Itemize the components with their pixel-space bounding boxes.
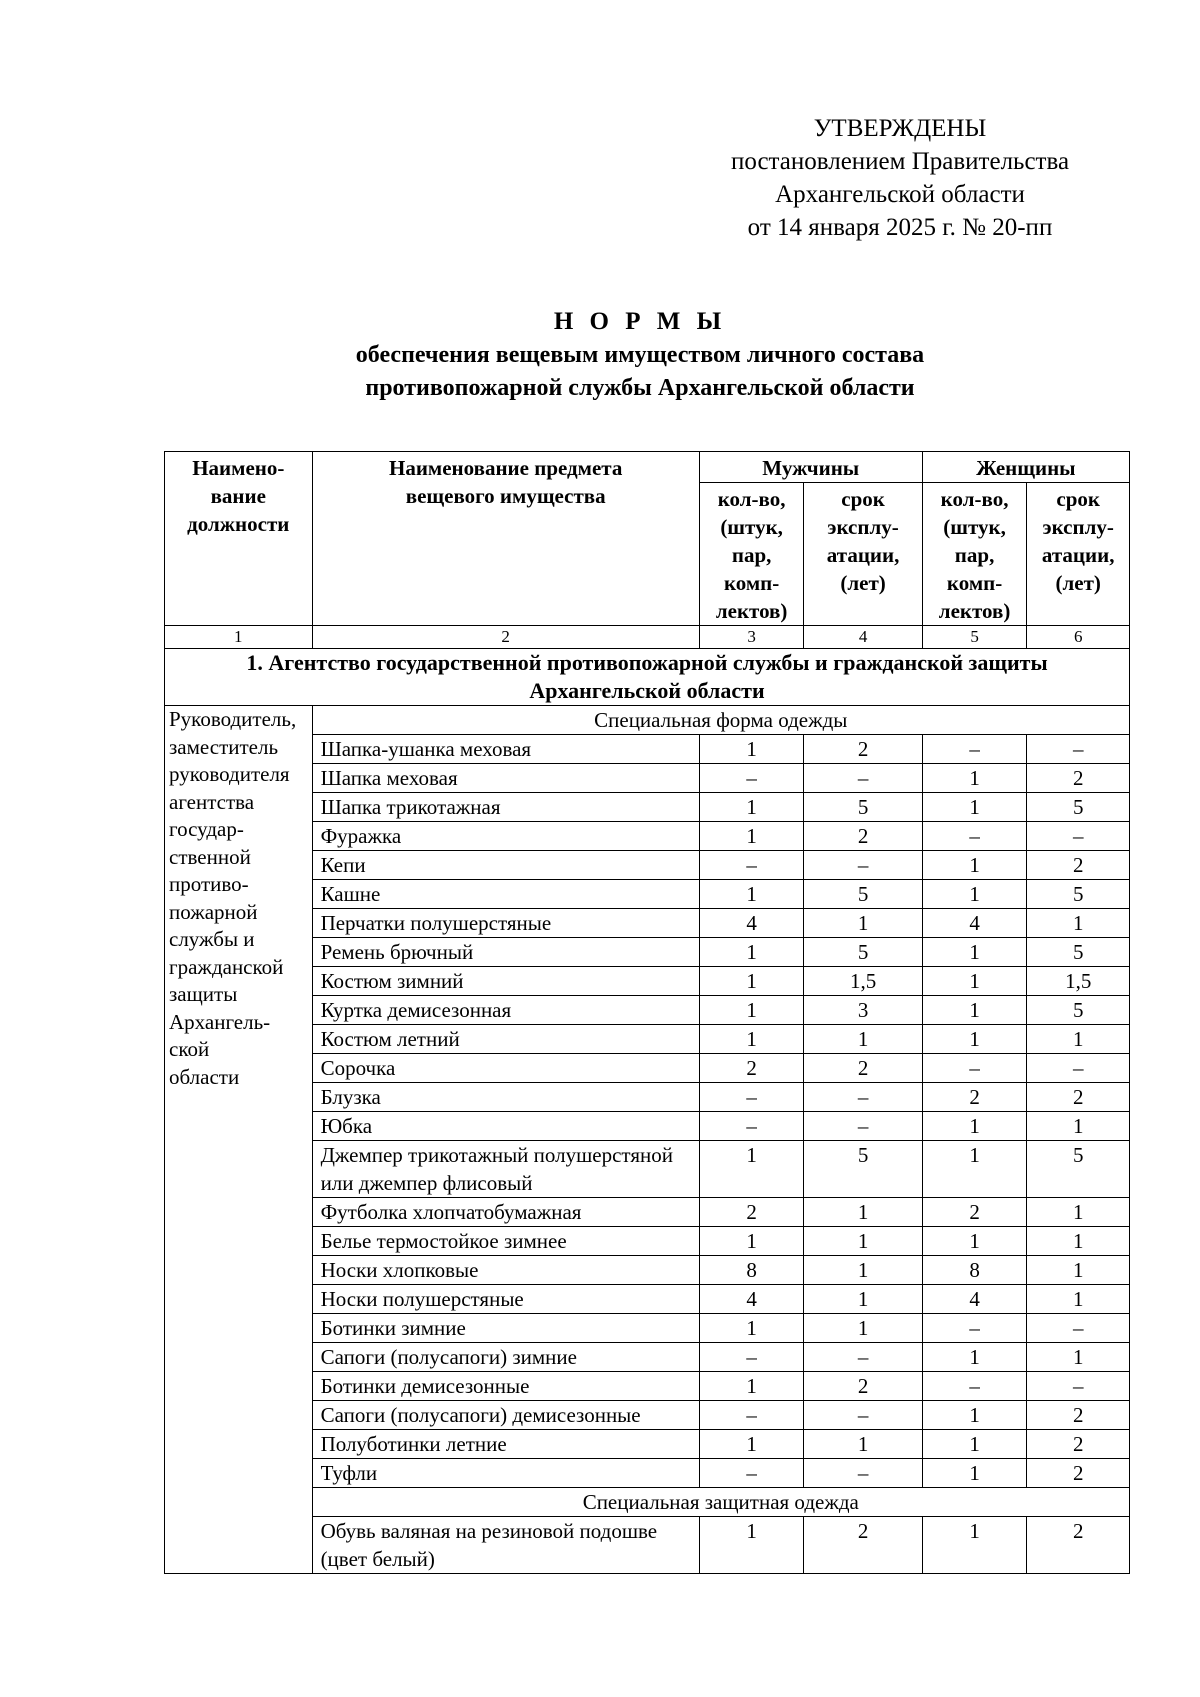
men-term: 5 <box>804 880 922 909</box>
title-main: Н О Р М Ы <box>553 308 727 335</box>
men-quantity: 1 <box>699 996 804 1025</box>
women-term: – <box>1027 1314 1130 1343</box>
men-term: 2 <box>804 735 922 764</box>
women-term: 5 <box>1027 880 1130 909</box>
col-number: 3 <box>699 626 804 649</box>
title-subtitle: обеспечения вещевым имуществом личного состава <box>355 342 925 368</box>
item-name: Футболка хлопчатобумажная <box>312 1198 699 1227</box>
women-term: 1 <box>1027 1025 1130 1054</box>
men-term: – <box>804 851 922 880</box>
women-term: 1 <box>1027 1285 1130 1314</box>
col-number: 2 <box>312 626 699 649</box>
women-quantity: – <box>922 822 1027 851</box>
men-term: 1 <box>804 1285 922 1314</box>
title-subtitle: противопожарной службы Архангельской области <box>365 375 915 401</box>
women-term: 2 <box>1027 764 1130 793</box>
approval-line: постановлением Правительства <box>730 148 1070 175</box>
col-number: 5 <box>922 626 1027 649</box>
item-name: Фуражка <box>312 822 699 851</box>
women-quantity: 1 <box>922 967 1027 996</box>
women-quantity: 4 <box>922 909 1027 938</box>
section-row <box>165 649 1130 706</box>
item-name: Полуботинки летние <box>312 1430 699 1459</box>
men-quantity: – <box>699 1112 804 1141</box>
header-men: Мужчины <box>699 452 922 483</box>
women-quantity: 1 <box>922 880 1027 909</box>
women-quantity: 1 <box>922 1401 1027 1430</box>
women-quantity: 1 <box>922 996 1027 1025</box>
item-name: Блузка <box>312 1083 699 1112</box>
women-quantity: 1 <box>922 1430 1027 1459</box>
women-quantity: 8 <box>922 1256 1027 1285</box>
men-term: 3 <box>804 996 922 1025</box>
header-position: Наимено- вание должности <box>165 452 313 626</box>
item-name: Костюм зимний <box>312 967 699 996</box>
item-name: Сапоги (полусапоги) зимние <box>312 1343 699 1372</box>
header-women-qty: кол-во, (штук, пар, комп- лектов) <box>922 483 1027 626</box>
men-term: 1 <box>804 1314 922 1343</box>
item-name: Ботинки демисезонные <box>312 1372 699 1401</box>
men-quantity: 1 <box>699 822 804 851</box>
header-item: Наименование предмета вещевого имущества <box>312 452 699 626</box>
women-quantity: 1 <box>922 1343 1027 1372</box>
men-quantity: 1 <box>699 1314 804 1343</box>
women-quantity: 2 <box>922 1083 1027 1112</box>
men-term: 1 <box>804 1256 922 1285</box>
men-term: 1 <box>804 1025 922 1054</box>
item-name: Ремень брючный <box>312 938 699 967</box>
women-quantity: 1 <box>922 1112 1027 1141</box>
men-quantity: 1 <box>699 1430 804 1459</box>
item-name: Кашне <box>312 880 699 909</box>
men-term: 1,5 <box>804 967 922 996</box>
men-quantity: – <box>699 1083 804 1112</box>
men-term: 2 <box>804 1517 922 1574</box>
women-term: 5 <box>1027 938 1130 967</box>
men-quantity: – <box>699 1401 804 1430</box>
women-term: 2 <box>1027 1459 1130 1488</box>
women-quantity: 1 <box>922 764 1027 793</box>
item-name: Костюм летний <box>312 1025 699 1054</box>
women-quantity: 1 <box>922 793 1027 822</box>
men-term: 1 <box>804 1430 922 1459</box>
women-quantity: 2 <box>922 1198 1027 1227</box>
header-women: Женщины <box>922 452 1129 483</box>
men-term: 5 <box>804 1141 922 1198</box>
men-quantity: 1 <box>699 793 804 822</box>
item-name: Куртка демисезонная <box>312 996 699 1025</box>
col-number: 1 <box>165 626 313 649</box>
men-quantity: 8 <box>699 1256 804 1285</box>
item-name: Шапка-ушанка меховая <box>312 735 699 764</box>
section-title: 1. Агентство государственной противопожарной службы и гражданской защиты Архангельской области <box>165 649 1130 706</box>
men-term: – <box>804 764 922 793</box>
men-term: 5 <box>804 938 922 967</box>
men-quantity: – <box>699 851 804 880</box>
men-term: 2 <box>804 1054 922 1083</box>
item-name: Шапка меховая <box>312 764 699 793</box>
women-term: – <box>1027 822 1130 851</box>
women-term: 1 <box>1027 1227 1130 1256</box>
women-term: 5 <box>1027 996 1130 1025</box>
men-term: 5 <box>804 793 922 822</box>
item-name: Обувь валяная на резиновой подошве (цвет белый) <box>312 1517 699 1574</box>
women-quantity: 1 <box>922 938 1027 967</box>
men-quantity: 1 <box>699 735 804 764</box>
item-name: Ботинки зимние <box>312 1314 699 1343</box>
column-number-row <box>165 626 1130 649</box>
women-term: – <box>1027 1372 1130 1401</box>
men-quantity: 2 <box>699 1054 804 1083</box>
approval-line: от 14 января 2025 г. № 20-пп <box>747 214 1053 241</box>
women-quantity: – <box>922 1054 1027 1083</box>
women-quantity: 1 <box>922 851 1027 880</box>
item-name: Туфли <box>312 1459 699 1488</box>
men-quantity: 1 <box>699 1517 804 1574</box>
women-quantity: 1 <box>922 1517 1027 1574</box>
women-term: 1 <box>1027 1112 1130 1141</box>
men-quantity: – <box>699 1459 804 1488</box>
women-term: 2 <box>1027 1430 1130 1459</box>
women-quantity: 1 <box>922 1459 1027 1488</box>
men-term: – <box>804 1112 922 1141</box>
women-term: 2 <box>1027 1083 1130 1112</box>
men-quantity: 4 <box>699 1285 804 1314</box>
women-term: 2 <box>1027 1401 1130 1430</box>
item-name: Кепи <box>312 851 699 880</box>
category-special-uniform: Специальная форма одежды <box>312 706 1129 735</box>
women-term: 1 <box>1027 909 1130 938</box>
men-term: – <box>804 1083 922 1112</box>
item-name: Перчатки полушерстяные <box>312 909 699 938</box>
men-term: 1 <box>804 1227 922 1256</box>
header-men-term: срок эксплу- атации, (лет) <box>804 483 922 626</box>
category-protective-clothing: Специальная защитная одежда <box>312 1488 1129 1517</box>
men-quantity: 2 <box>699 1198 804 1227</box>
women-term: 2 <box>1027 851 1130 880</box>
men-term: 1 <box>804 909 922 938</box>
men-quantity: 1 <box>699 880 804 909</box>
men-term: 2 <box>804 1372 922 1401</box>
women-quantity: 4 <box>922 1285 1027 1314</box>
women-quantity: – <box>922 1372 1027 1401</box>
item-name: Юбка <box>312 1112 699 1141</box>
item-name: Сапоги (полусапоги) демисезонные <box>312 1401 699 1430</box>
women-quantity: – <box>922 735 1027 764</box>
position-cell: Руководитель, заместитель руководителя агентства государ- ственной противо- пожарной службы и гражданской защиты Архангель- ской области <box>165 706 313 1574</box>
item-name: Белье термостойкое зимнее <box>312 1227 699 1256</box>
approval-line: УТВЕРЖДЕНЫ <box>813 115 987 142</box>
women-quantity: – <box>922 1314 1027 1343</box>
men-quantity: – <box>699 1343 804 1372</box>
men-quantity: 1 <box>699 1372 804 1401</box>
men-quantity: 1 <box>699 1227 804 1256</box>
women-term: 1 <box>1027 1343 1130 1372</box>
approval-line: Архангельской области <box>775 181 1025 208</box>
col-number: 4 <box>804 626 922 649</box>
men-quantity: 4 <box>699 909 804 938</box>
women-term: – <box>1027 1054 1130 1083</box>
women-term: 5 <box>1027 1141 1130 1198</box>
men-quantity: – <box>699 764 804 793</box>
men-term: – <box>804 1401 922 1430</box>
women-quantity: 1 <box>922 1141 1027 1198</box>
women-term: 2 <box>1027 1517 1130 1574</box>
men-quantity: 1 <box>699 967 804 996</box>
document-title <box>150 305 1130 405</box>
header-women-term: срок эксплу- атации, (лет) <box>1027 483 1130 626</box>
men-term: 1 <box>804 1198 922 1227</box>
men-quantity: 1 <box>699 1141 804 1198</box>
item-name: Носки хлопковые <box>312 1256 699 1285</box>
women-term: 5 <box>1027 793 1130 822</box>
men-term: – <box>804 1343 922 1372</box>
norms-table <box>164 451 1130 1574</box>
men-term: – <box>804 1459 922 1488</box>
category-row <box>165 706 1130 735</box>
item-name: Шапка трикотажная <box>312 793 699 822</box>
men-term: 2 <box>804 822 922 851</box>
women-term: 1 <box>1027 1198 1130 1227</box>
col-number: 6 <box>1027 626 1130 649</box>
item-name: Джемпер трикотажный полушерстяной или джемпер флисовый <box>312 1141 699 1198</box>
women-term: 1,5 <box>1027 967 1130 996</box>
women-quantity: 1 <box>922 1025 1027 1054</box>
women-term: – <box>1027 735 1130 764</box>
item-name: Носки полушерстяные <box>312 1285 699 1314</box>
approval-block <box>700 112 1100 244</box>
men-quantity: 1 <box>699 1025 804 1054</box>
women-quantity: 1 <box>922 1227 1027 1256</box>
item-name: Сорочка <box>312 1054 699 1083</box>
header-men-qty: кол-во, (штук, пар, комп- лектов) <box>699 483 804 626</box>
men-quantity: 1 <box>699 938 804 967</box>
women-term: 1 <box>1027 1256 1130 1285</box>
